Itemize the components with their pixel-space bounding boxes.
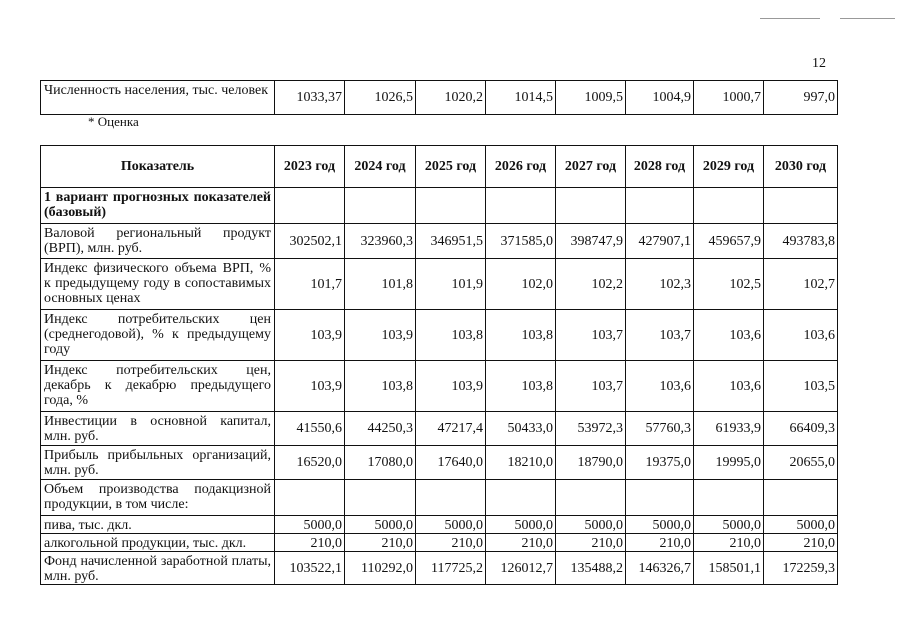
row-label: Индекс физического объема ВРП, % к предыдущему году в сопоставимых основных ценах	[41, 259, 275, 310]
row-value: 459657,9	[694, 224, 764, 259]
table-header-row	[41, 146, 838, 188]
row-label: Прибыль прибыльных организаций, млн. руб.	[41, 446, 275, 480]
row-value	[275, 480, 345, 516]
column-header-indicator: Показатель	[41, 146, 275, 188]
row-value: 44250,3	[345, 412, 416, 446]
empty-cell	[694, 188, 764, 224]
column-header-year: 2030 год	[764, 146, 838, 188]
row-value: 210,0	[556, 534, 626, 552]
row-value: 103,7	[626, 310, 694, 361]
table-row	[41, 412, 838, 446]
row-label: Индекс потребительских цен, декабрь к декабрю предыдущего года, %	[41, 361, 275, 412]
row-value: 371585,0	[486, 224, 556, 259]
row-value: 50433,0	[486, 412, 556, 446]
row-value: 41550,6	[275, 412, 345, 446]
table-row	[41, 259, 838, 310]
table-row	[41, 552, 838, 585]
row-value: 103,7	[556, 361, 626, 412]
section-title: 1 вариант прогнозных показателей (базовый)	[41, 188, 275, 224]
row-value: 5000,0	[486, 516, 556, 534]
row-value: 323960,3	[345, 224, 416, 259]
row-value: 210,0	[345, 534, 416, 552]
row-value: 102,3	[626, 259, 694, 310]
row-value: 146326,7	[626, 552, 694, 585]
row-label: Индекс потребительских цен (среднегодовой), % к предыдущему году	[41, 310, 275, 361]
empty-cell	[416, 188, 486, 224]
row-value: 19995,0	[694, 446, 764, 480]
row-label: Инвестиции в основной капитал, млн. руб.	[41, 412, 275, 446]
row-value: 210,0	[416, 534, 486, 552]
row-value: 5000,0	[764, 516, 838, 534]
row-value: 210,0	[275, 534, 345, 552]
population-table	[40, 80, 838, 115]
population-value: 1014,5	[486, 81, 556, 115]
row-value: 17640,0	[416, 446, 486, 480]
row-value	[416, 480, 486, 516]
row-value: 101,9	[416, 259, 486, 310]
column-header-year: 2024 год	[345, 146, 416, 188]
row-value: 5000,0	[626, 516, 694, 534]
empty-cell	[486, 188, 556, 224]
row-label: алкогольной продукции, тыс. дкл.	[41, 534, 275, 552]
row-value: 5000,0	[416, 516, 486, 534]
row-value: 101,7	[275, 259, 345, 310]
row-value: 5000,0	[694, 516, 764, 534]
row-value: 18210,0	[486, 446, 556, 480]
row-value: 16520,0	[275, 446, 345, 480]
table-row	[41, 516, 838, 534]
population-value: 1000,7	[694, 81, 764, 115]
row-value: 102,0	[486, 259, 556, 310]
scan-mark	[840, 18, 895, 19]
row-value: 101,8	[345, 259, 416, 310]
row-value: 427907,1	[626, 224, 694, 259]
section-row	[41, 188, 838, 224]
row-value: 210,0	[626, 534, 694, 552]
row-value: 103,6	[626, 361, 694, 412]
row-value: 302502,1	[275, 224, 345, 259]
column-header-year: 2025 год	[416, 146, 486, 188]
empty-cell	[275, 188, 345, 224]
row-value	[764, 480, 838, 516]
empty-cell	[556, 188, 626, 224]
row-value: 210,0	[694, 534, 764, 552]
row-value: 102,7	[764, 259, 838, 310]
row-value: 103,9	[275, 310, 345, 361]
population-row	[41, 81, 838, 115]
row-value: 53972,3	[556, 412, 626, 446]
row-value: 103,8	[486, 310, 556, 361]
row-value: 117725,2	[416, 552, 486, 585]
row-value: 18790,0	[556, 446, 626, 480]
population-value: 1009,5	[556, 81, 626, 115]
page-number: 12	[812, 56, 826, 71]
table-row	[41, 224, 838, 259]
table-row	[41, 446, 838, 480]
row-value: 19375,0	[626, 446, 694, 480]
row-value: 103,9	[345, 310, 416, 361]
row-value: 103522,1	[275, 552, 345, 585]
row-label: пива, тыс. дкл.	[41, 516, 275, 534]
table-row	[41, 480, 838, 516]
row-value	[556, 480, 626, 516]
column-header-year: 2026 год	[486, 146, 556, 188]
row-value: 103,9	[275, 361, 345, 412]
row-value: 346951,5	[416, 224, 486, 259]
row-value: 158501,1	[694, 552, 764, 585]
row-value: 17080,0	[345, 446, 416, 480]
row-value: 103,5	[764, 361, 838, 412]
row-value: 103,6	[694, 310, 764, 361]
population-value: 1020,2	[416, 81, 486, 115]
column-header-year: 2027 год	[556, 146, 626, 188]
row-value: 57760,3	[626, 412, 694, 446]
row-value: 103,8	[486, 361, 556, 412]
row-value: 61933,9	[694, 412, 764, 446]
population-value: 1026,5	[345, 81, 416, 115]
row-value: 172259,3	[764, 552, 838, 585]
row-value: 110292,0	[345, 552, 416, 585]
row-value: 135488,2	[556, 552, 626, 585]
forecast-table	[40, 145, 838, 585]
row-value: 210,0	[764, 534, 838, 552]
row-value	[486, 480, 556, 516]
row-value: 103,8	[345, 361, 416, 412]
table-row	[41, 534, 838, 552]
population-value: 1033,37	[275, 81, 345, 115]
population-value: 997,0	[764, 81, 838, 115]
row-value: 66409,3	[764, 412, 838, 446]
row-value: 5000,0	[275, 516, 345, 534]
row-value: 47217,4	[416, 412, 486, 446]
table-row	[41, 310, 838, 361]
empty-cell	[764, 188, 838, 224]
row-value: 103,6	[694, 361, 764, 412]
row-value: 102,2	[556, 259, 626, 310]
population-value: 1004,9	[626, 81, 694, 115]
column-header-year: 2028 год	[626, 146, 694, 188]
footnote: * Оценка	[88, 114, 139, 129]
column-header-year: 2029 год	[694, 146, 764, 188]
row-value: 103,9	[416, 361, 486, 412]
row-value	[345, 480, 416, 516]
empty-cell	[345, 188, 416, 224]
row-value: 398747,9	[556, 224, 626, 259]
table-row	[41, 361, 838, 412]
row-value: 102,5	[694, 259, 764, 310]
row-label: Объем производства подакцизной продукции, в том числе:	[41, 480, 275, 516]
row-label: Фонд начисленной заработной платы, млн. руб.	[41, 552, 275, 585]
row-value	[626, 480, 694, 516]
row-value: 5000,0	[345, 516, 416, 534]
empty-cell	[626, 188, 694, 224]
row-value: 210,0	[486, 534, 556, 552]
row-value: 20655,0	[764, 446, 838, 480]
row-value: 126012,7	[486, 552, 556, 585]
row-value: 103,7	[556, 310, 626, 361]
row-value: 103,8	[416, 310, 486, 361]
row-label: Валовой региональный продукт (ВРП), млн. руб.	[41, 224, 275, 259]
scan-mark	[760, 18, 820, 19]
row-value	[694, 480, 764, 516]
row-value: 5000,0	[556, 516, 626, 534]
row-value: 493783,8	[764, 224, 838, 259]
row-value: 103,6	[764, 310, 838, 361]
population-label: Численность населения, тыс. человек	[41, 81, 275, 115]
column-header-year: 2023 год	[275, 146, 345, 188]
